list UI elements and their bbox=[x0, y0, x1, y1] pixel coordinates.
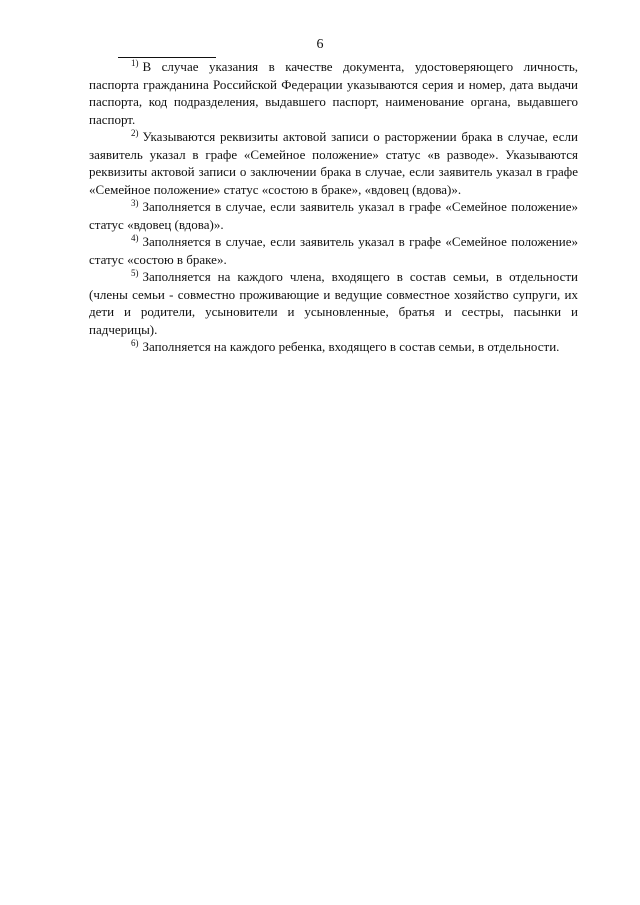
footnote-4-text: Заполняется в случае, если заявитель указал в графе «Семейное положение» статус «состою в браке». bbox=[89, 234, 578, 267]
footnote-5-text: Заполняется на каждого члена, входящего в состав семьи, в отдельности (члены семьи - совместно проживающие и ведущие совместное хозяйство супруги, их дети и родители, усыновители и усыновленные, братья и сестры, пасынки и падчерицы). bbox=[89, 269, 578, 337]
footnotes-section bbox=[89, 58, 578, 356]
footnote-1 bbox=[89, 58, 578, 128]
footnote-2-text: Указываются реквизиты актовой записи о расторжении брака в случае, если заявитель указал в графе «Семейное положение» статус «в разводе». Указываются реквизиты актовой записи о заключении брака в случае, если заявитель указал в графе «Семейное положение» статус «состою в браке», «вдовец (вдова)». bbox=[89, 129, 578, 197]
footnote-1-text: В случае указания в качестве документа, удостоверяющего личность, паспорта гражданина Российской Федерации указываются серия и номер, дата выдачи паспорта, код подразделения, выдавшего паспорт, наименование органа, выдавшего паспорт. bbox=[89, 59, 578, 127]
footnote-6 bbox=[89, 338, 578, 356]
footnote-6-mark: 6) bbox=[131, 338, 139, 348]
footnote-4-mark: 4) bbox=[131, 233, 139, 243]
footnote-2 bbox=[89, 128, 578, 198]
footnote-3 bbox=[89, 198, 578, 233]
footnote-1-mark: 1) bbox=[131, 58, 139, 68]
page-number: 6 bbox=[316, 37, 324, 52]
footnote-3-text: Заполняется в случае, если заявитель указал в графе «Семейное положение» статус «вдовец (вдова)». bbox=[89, 199, 578, 232]
footnote-5-mark: 5) bbox=[131, 268, 139, 278]
footnote-5 bbox=[89, 268, 578, 338]
footnote-6-text: Заполняется на каждого ребенка, входящего в состав семьи, в отдельности. bbox=[142, 339, 560, 354]
footnote-2-mark: 2) bbox=[131, 128, 139, 138]
footnote-4 bbox=[89, 233, 578, 268]
footnote-3-mark: 3) bbox=[131, 198, 139, 208]
